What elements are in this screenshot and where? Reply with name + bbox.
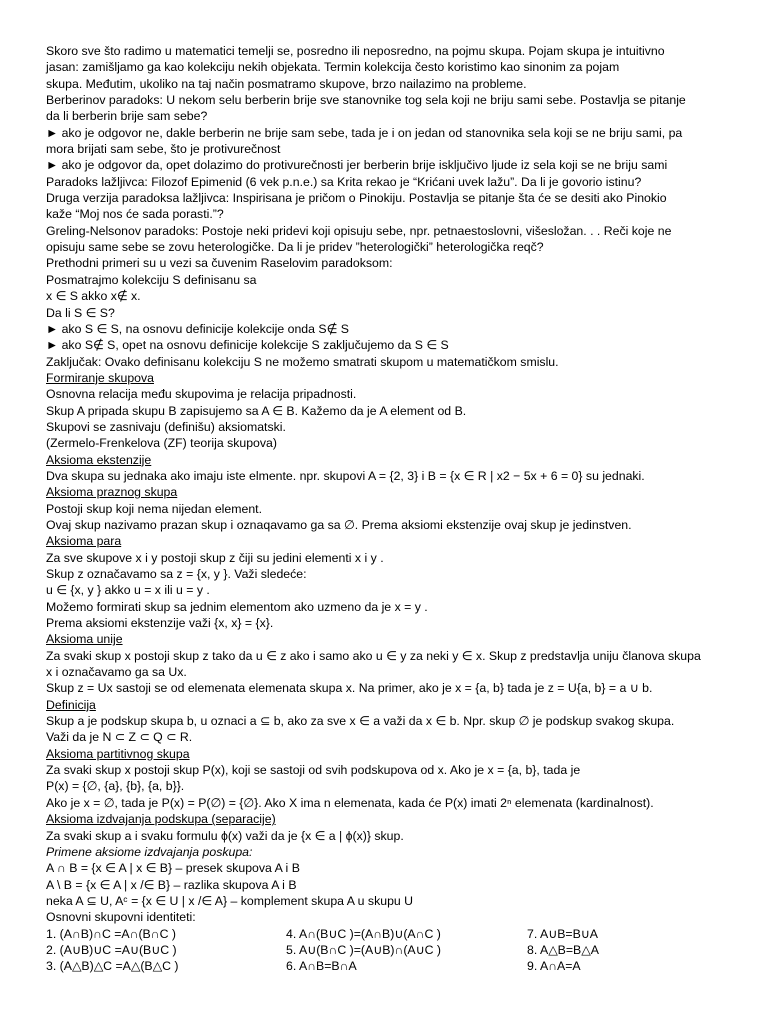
text-line: A ∩ B = {x ∈ A | x ∈ B} – presek skupova A i B: [46, 861, 300, 876]
section-heading: Aksioma para: [46, 534, 122, 549]
text-line: Skup z = Ux sastoji se od elemenata elemenata skupa x. Na primer, ako je x = {a, b} tada je z = U{a, b} = a ∪ b.: [46, 681, 653, 696]
text-line: Ovaj skup nazivamo prazan skup i oznaqavamo ga sa ∅. Prema aksiomi ekstenzije ovaj skup je jedinstven.: [46, 517, 632, 532]
text-line: Osnovni skupovni identiteti:: [46, 910, 196, 925]
text-line: neka A ⊆ U, Aᶜ = {x ∈ U | x /∈ A} – komplement skupa A u skupu U: [46, 893, 414, 908]
section-heading: Aksioma partitivnog skupa: [46, 746, 190, 761]
text-line: ► ako je odgovor da, opet dolazimo do protivurečnosti jer berberin brije isključivo ljude iz sela koji se ne briju sami: [46, 158, 668, 173]
text-line: Skupovi se zasnivaju (definišu) aksiomatski.: [46, 419, 286, 434]
text-line: ► ako S∉ S, opet na osnovu definicije kolekcije S zaključujemo da S ∈ S: [46, 338, 449, 353]
text-line: opisuju same sebe se zovu heterologičke. Da li je pridev ”heterologički” heterologička reqč?: [46, 240, 544, 255]
text-line: Prema aksiomi ekstenzije važi {x, x} = {x}.: [46, 616, 274, 631]
text-line: Druga verzija paradoksa lažljivca: Inspirisana je pričom o Pinokiju. Postavlja se pitanje šta će se desiti ako Pinokio: [46, 191, 667, 206]
text-line: kaže “Moj nos će sada porasti.”?: [46, 207, 224, 222]
text-line: Možemo formirati skup sa jednim elementom ako uzmeno da je x = y .: [46, 599, 428, 614]
section-heading: Aksioma ekstenzije: [46, 452, 152, 467]
text-line: ► ako S ∈ S, na osnovu definicije kolekcije onda S∉ S: [46, 321, 349, 336]
text-line: Da li S ∈ S?: [46, 305, 115, 320]
text-line: u ∈ {x, y } akko u = x ili u = y .: [46, 583, 210, 598]
identity-item: 6. A∩B=B∩A: [286, 959, 357, 974]
text-line: jasan: zamišljamo ga kao kolekciju nekih objekata. Termin kolekcija često koristimo kao sinonim za pojam: [46, 60, 620, 75]
text-line: Ako je x = ∅, tada je P(x) = P(∅) = {∅}. Ako X ima n elemenata, kada će P(x) imati 2ⁿ elemenata (kardinalnost).: [46, 795, 654, 810]
text-line: Važi da je N ⊂ Z ⊂ Q ⊂ R.: [46, 730, 193, 745]
text-line: Postoji skup koji nema nijedan element.: [46, 501, 263, 516]
identities-table: [46, 926, 736, 975]
text-line: ► ako je odgovor ne, dakle berberin ne brije sam sebe, tada je i on jedan od stanovnika sela koji se ne briju sami, pa: [46, 125, 683, 140]
text-line: (Zermelo-Frenkelova (ZF) teorija skupova): [46, 436, 277, 451]
section-heading: Aksioma izdvajanja podskupa (separacije): [46, 812, 276, 827]
document-body: [46, 43, 736, 926]
text-line: A \ B = {x ∈ A | x /∈ B} – razlika skupova A i B: [46, 877, 297, 892]
identity-item: 4. A∩(B∪C )=(A∩B)∪(A∩C ): [286, 926, 441, 941]
identity-item: 1. (A∩B)∩C =A∩(B∩C ): [46, 926, 176, 941]
text-line: Za svaki skup a i svaku formulu ϕ(x) važi da je {x ∈ a | ϕ(x)} skup.: [46, 828, 404, 843]
identity-item: 2. (A∪B)∪C =A∪(B∪C ): [46, 942, 177, 957]
text-line: Dva skupa su jednaka ako imaju iste elmente. npr. skupovi A = {2, 3} i B = {x ∈ R | x2 − 5x + 6 = 0} su jednaki.: [46, 468, 645, 483]
text-line: Zaključak: Ovako definisanu kolekciju S ne možemo smatrati skupom u matematičkom smislu.: [46, 354, 559, 369]
text-line: Greling-Nelsonov paradoks: Postoje neki pridevi koji opisuju sebe, npr. petnaestoslovni, višesložan. . . Reči koje ne: [46, 223, 672, 238]
text-line: Skup A pripada skupu B zapisujemo sa A ∈ B. Kažemo da je A element od B.: [46, 403, 467, 418]
text-line: Za svaki skup x postoji skup P(x), koji se sastoji od svih podskupova od x. Ako je x = {a, b}, tada je: [46, 763, 581, 778]
text-line: Skoro sve što radimo u matematici temelji se, posredno ili neposredno, na pojmu skupa. Pojam skupa je intuitivno: [46, 44, 665, 58]
text-line: skupa. Međutim, ukoliko na taj način posmatramo skupove, brzo nailazimo na probleme.: [46, 76, 527, 91]
text-line: Prethodni primeri su u vezi sa čuvenim Raselovim paradoksom:: [46, 256, 393, 271]
italic-line: Primene aksiome izdvajanja poskupa:: [46, 844, 253, 859]
identity-item: 8. A△B=B△A: [527, 942, 599, 957]
text-line: x ∈ S akko x∉ x.: [46, 289, 141, 304]
text-line: x i označavamo ga sa Ux.: [46, 665, 187, 680]
document-page: [46, 43, 736, 975]
text-line: Paradoks lažljivca: Filozof Epimenid (6 vek p.n.e.) sa Krita rekao je “Krićani uvek lažu”. Da li je govorio istinu?: [46, 174, 642, 189]
text-line: Berberinov paradoks: U nekom selu berberin brije sve stanovnike tog sela koji ne briju sami sebe. Postavlja se pitanje: [46, 93, 686, 108]
identity-item: 7. A∪B=B∪A: [527, 926, 598, 941]
text-line: Za svaki skup x postoji skup z tako da u ∈ z ako i samo ako u ∈ y za neki y ∈ x. Skup z predstavlja uniju članova skupa: [46, 648, 701, 663]
text-line: Osnovna relacija među skupovima je relacija pripadnosti.: [46, 387, 357, 402]
section-heading: Definicija: [46, 697, 96, 712]
section-heading: Aksioma praznog skupa: [46, 485, 178, 500]
identity-item: 3. (A△B)△C =A△(B△C ): [46, 959, 179, 974]
text-line: P(x) = {∅, {a}, {b}, {a, b}}.: [46, 779, 185, 794]
text-line: Skup a je podskup skupa b, u oznaci a ⊆ b, ako za sve x ∈ a važi da x ∈ b. Npr. skup ∅ je podskup svakog skupa.: [46, 714, 675, 729]
text-line: Posmatrajmo kolekciju S definisanu sa: [46, 272, 257, 287]
section-heading: Aksioma unije: [46, 632, 123, 647]
text-line: mora brijati sam sebe, što je protivurečnost: [46, 142, 281, 157]
text-line: Za sve skupove x i y postoji skup z čiji su jedini elementi x i y .: [46, 550, 384, 565]
section-heading: Formiranje skupova: [46, 370, 154, 385]
text-line: da li berberin brije sam sebe?: [46, 109, 208, 124]
text-line: Skup z označavamo sa z = {x, y }. Važi sledeće:: [46, 567, 307, 581]
identity-item: 5. A∪(B∩C )=(A∪B)∩(A∪C ): [286, 942, 442, 957]
identity-item: 9. A∩A=A: [527, 959, 581, 974]
